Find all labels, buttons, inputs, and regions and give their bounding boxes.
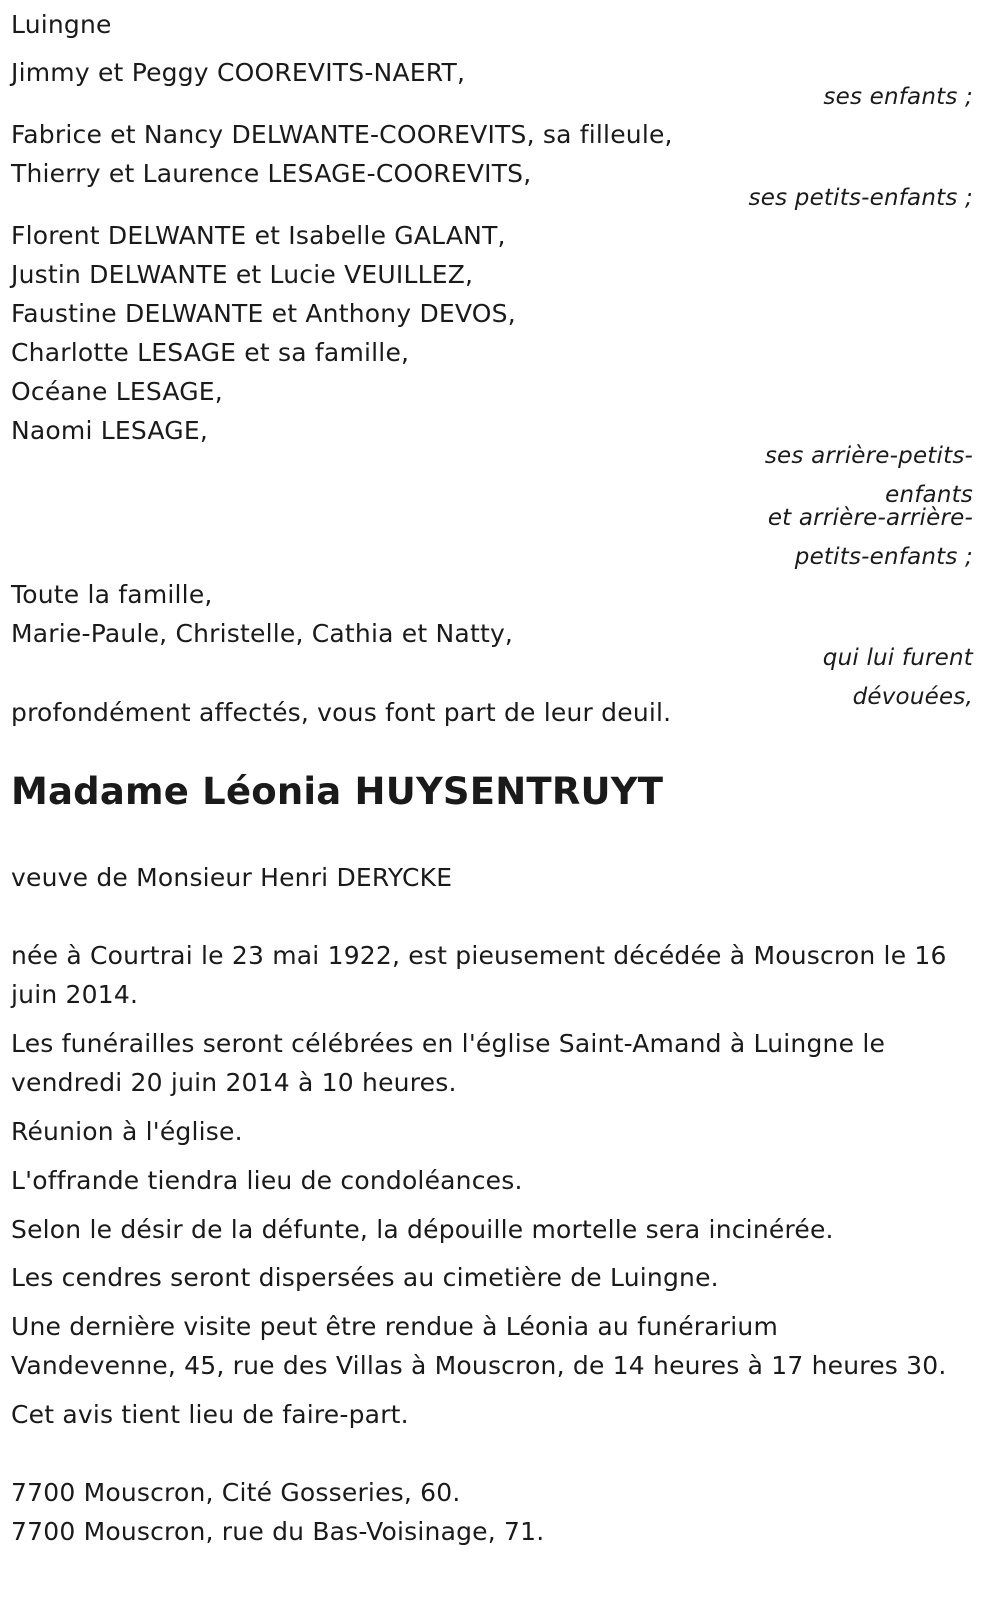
detail-offering: L'offrande tiendra lieu de condoléances. bbox=[11, 1166, 523, 1195]
family-line-grandchild-1: Fabrice et Nancy DELWANTE-COOREVITS, sa filleule, bbox=[11, 120, 673, 149]
role-great-grandchildren-4: petits-enfants ; bbox=[794, 544, 973, 570]
detail-notice: Cet avis tient lieu de faire-part. bbox=[11, 1400, 409, 1429]
family-line-great-grandchild-4: Charlotte LESAGE et sa famille, bbox=[11, 338, 410, 367]
family-line-great-grandchild-3: Faustine DELWANTE et Anthony DEVOS, bbox=[11, 299, 516, 328]
detail-cremation: Selon le désir de la défunte, la dépouille mortelle sera incinérée. bbox=[11, 1215, 834, 1244]
detail-funeral-1: Les funérailles seront célébrées en l'église Saint-Amand à Luingne le bbox=[11, 1029, 886, 1058]
family-line-great-grandchild-6: Naomi LESAGE, bbox=[11, 416, 208, 445]
detail-birth-death-2: juin 2014. bbox=[11, 980, 139, 1009]
widow-of-line: veuve de Monsieur Henri DERYCKE bbox=[11, 863, 453, 892]
detail-visit-1: Une dernière visite peut être rendue à Léonia au funérarium bbox=[11, 1312, 778, 1341]
detail-meeting: Réunion à l'église. bbox=[11, 1117, 243, 1146]
role-others-1: qui lui furent bbox=[822, 645, 973, 671]
role-great-grandchildren-1: ses arrière-petits- bbox=[764, 443, 973, 469]
detail-ashes: Les cendres seront dispersées au cimetière de Luingne. bbox=[11, 1263, 719, 1292]
detail-visit-2: Vandevenne, 45, rue des Villas à Mouscron, de 14 heures à 17 heures 30. bbox=[11, 1351, 947, 1380]
detail-funeral-2: vendredi 20 juin 2014 à 10 heures. bbox=[11, 1068, 457, 1097]
family-line-others-1: Toute la famille, bbox=[11, 580, 213, 609]
family-line-great-grandchild-5: Océane LESAGE, bbox=[11, 377, 223, 406]
address-2: 7700 Mouscron, rue du Bas-Voisinage, 71. bbox=[11, 1517, 545, 1546]
role-great-grandchildren-3: et arrière-arrière- bbox=[767, 505, 973, 531]
family-line-great-grandchild-2: Justin DELWANTE et Lucie VEUILLEZ, bbox=[11, 260, 474, 289]
family-line-children: Jimmy et Peggy COOREVITS-NAERT, bbox=[11, 58, 466, 87]
deceased-name: Madame Léonia HUYSENTRUYT bbox=[11, 770, 664, 813]
role-children: ses enfants ; bbox=[823, 84, 973, 110]
role-grandchildren: ses petits-enfants ; bbox=[748, 185, 973, 211]
role-others-2: dévouées, bbox=[852, 684, 973, 710]
family-line-grandchild-2: Thierry et Laurence LESAGE-COOREVITS, bbox=[11, 159, 532, 188]
role-great-grandchildren-2: enfants bbox=[885, 482, 973, 508]
family-line-others-2: Marie-Paule, Christelle, Cathia et Natty, bbox=[11, 619, 514, 648]
detail-birth-death-1: née à Courtrai le 23 mai 1922, est pieusement décédée à Mouscron le 16 bbox=[11, 941, 947, 970]
address-1: 7700 Mouscron, Cité Gosseries, 60. bbox=[11, 1478, 461, 1507]
family-line-great-grandchild-1: Florent DELWANTE et Isabelle GALANT, bbox=[11, 221, 506, 250]
place-heading: Luingne bbox=[11, 10, 112, 39]
closing-line: profondément affectés, vous font part de leur deuil. bbox=[11, 698, 672, 727]
